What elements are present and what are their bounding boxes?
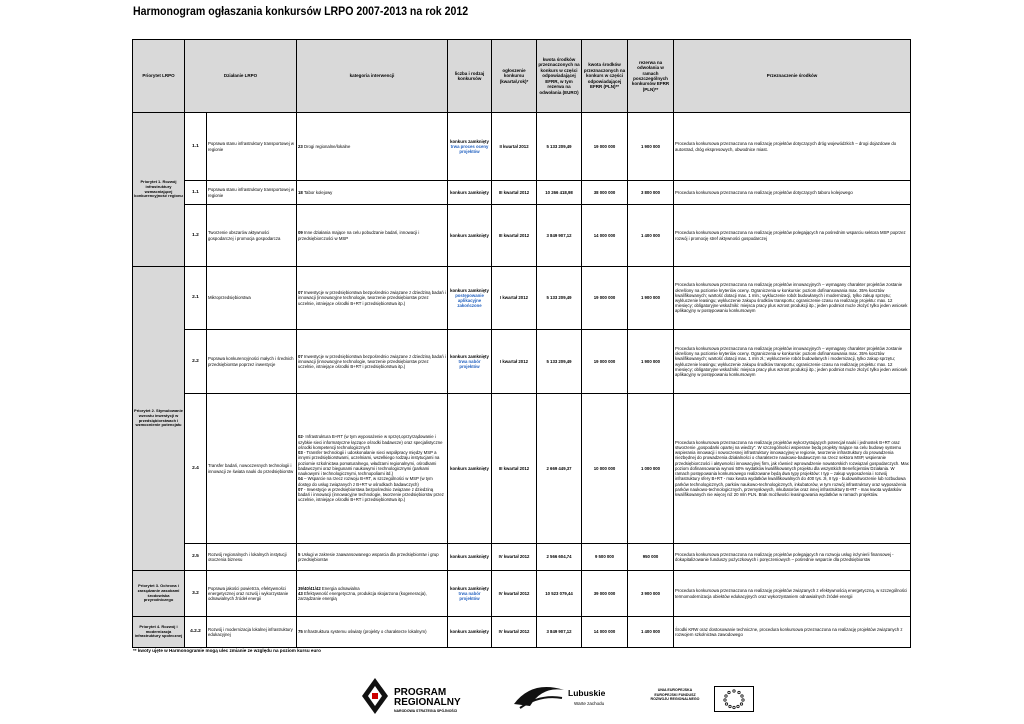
kategoria-code: 23: [298, 143, 303, 149]
row-kwartal: IV kwartał 2012: [492, 571, 537, 617]
row-liczba: [448, 267, 492, 330]
liczba-status: postępowanie aplikacyjne zakończone: [455, 292, 484, 309]
header-dzialanie: Działanie LRPO: [185, 40, 297, 113]
row-kategoria: [297, 330, 448, 394]
kategoria-code: 09: [298, 230, 303, 236]
row-euro: 10 523 079,44: [537, 571, 582, 617]
table-row: [133, 571, 911, 617]
row-przeznaczenie: Procedura konkursowa przeznaczona na realizację projektów polegających na rozwoju usług inżynierii finansowej - dokapitalizowanie funduszy pożyczkowych i poręczeniowych – pośrednie wsparcie dla przedsiębiorstw: [674, 544, 911, 571]
priority-1-cell: Priorytet 1. Rozwój infrastruktury wzmacniającej konkurencyjność regionu: [133, 113, 185, 267]
row-rezerwa: 3 800 000: [628, 181, 674, 205]
lubuskie-swoosh-icon: [512, 676, 566, 716]
row-number: 3.2: [185, 571, 207, 617]
eu-flag-icon: [714, 686, 754, 712]
program-regionalny-logo: [360, 676, 500, 720]
table-header-row: [133, 40, 911, 113]
row-dzialanie: Poprawa konkurencyjności małych i średnich przedsiębiorstw poprzez inwestycje: [207, 330, 297, 394]
kategoria-code: 18: [298, 189, 303, 195]
row-przeznaczenie: Procedura konkursowa przeznaczona na realizację projektów innowacyjnych – wymagany charakter projektów zostanie określony na poziomie kryteriów oceny. Ograniczenia w konkursie: poziom dofinansowania max. 35% kosztów kwalifikowanych; wartość dotacji max. 1 mln zł.; wykluczenie robót budowlanych i modernizacji, tylko zakup sprzętu; wykluczenie leasingu; wykluczenie zakupu środków transportu; ograniczenie czasu na realizację projektu: max. 12 miesięcy; obligatoryjne wskaźniki: miejsca pracy plus wzrost produkcji itp.; jeden podmiot może złożyć tylko jeden wniosek aplikacyjny w postępowaniu konkursowym: [674, 330, 911, 394]
row-euro: 3 849 907,12: [537, 617, 582, 648]
kategoria-code: 5: [298, 551, 301, 557]
row-pln: 39 000 000: [582, 571, 628, 617]
row-kategoria: [297, 571, 448, 617]
row-number: 1.1: [185, 181, 207, 205]
kategoria-text: Efektywność energetyczna, produkcja skojarzona (kogeneracja), zarządzanie energią: [298, 590, 427, 602]
row-kategoria: [297, 394, 448, 544]
lubuskie-text: Lubuskie: [568, 688, 606, 698]
liczba-status: trwa nabór projektów: [458, 358, 481, 370]
header-liczba: liczba i rodzaj konkursów: [448, 40, 492, 113]
kategoria-code: 07: [298, 290, 303, 296]
program-regionalny-emblem-icon: [360, 676, 390, 716]
priority-3-cell: Priorytet 3. Ochrona i zarządzanie zasobami środowiska przyrodniczego: [133, 571, 185, 617]
table-row: [133, 181, 911, 205]
priority-2-cell: Priorytet 2. Stymulowanie wzrostu inwestycji w przedsiębiorstwach i wzmocnienie potencjału: [133, 267, 185, 571]
eu-text: [640, 688, 710, 702]
kategoria-text: Usługi w zakresie zaawansowanego wsparcia dla przedsiębiorstw i grup przedsiębiorstw: [298, 551, 439, 562]
kategoria-text: – Wsparcie na rzecz rozwoju B+RT, w szczególności w MSP (w tym dostęp do usług związanych z B+RT w ośrodkach badawczych): [298, 476, 433, 487]
program-sub: NARODOWA STRATEGIA SPÓJNOŚCI: [394, 709, 458, 713]
row-number: 2.5: [185, 544, 207, 571]
kategoria-code: 75: [298, 629, 303, 635]
kategoria-code: 39/40/41/42: [298, 585, 321, 591]
row-pln: 19 000 000: [582, 330, 628, 394]
liczba-text: konkurs zamknięty: [450, 585, 489, 591]
header-rezerwa: rezerwa na odwołania w ramach poszczególnych konkursów EFRR (PLN)**: [628, 40, 674, 113]
row-kwartal: III kwartał 2012: [492, 181, 537, 205]
row-euro: 5 133 209,49: [537, 330, 582, 394]
table-row: [133, 330, 911, 394]
row-kwartal: IV kwartał 2012: [492, 617, 537, 648]
header-ogloszenie: ogłoszenie konkursu (kwartał,rok)*: [492, 40, 537, 113]
row-pln: 19 000 000: [582, 267, 628, 330]
row-przeznaczenie: Procedura konkursowa przeznaczona na realizację projektów dotyczących dróg wojewódzkich – drogi dojazdowe do autostrad, dróg ekspresowych, obwodnice miast.: [674, 113, 911, 181]
row-euro: 2 669 449,37: [537, 394, 582, 544]
lubuskie-sub: Warte zachodu: [574, 701, 605, 706]
kategoria-text: Infrastruktura systemu oświaty (projekty o charakterze lokalnym): [302, 629, 427, 635]
row-kwartal: IV kwartał 2012: [492, 544, 537, 571]
kategoria-code: 07: [298, 353, 303, 359]
row-rezerwa: 1 000 000: [628, 394, 674, 544]
row-rezerwa: 1 900 000: [628, 267, 674, 330]
row-kwartal: I kwartał 2012: [492, 267, 537, 330]
lubuskie-logo: [512, 676, 622, 720]
row-number: 2.4: [185, 394, 207, 544]
row-liczba: [448, 394, 492, 544]
row-dzialanie: Tworzenie obszarów aktywności gospodarczej i promocja gospodarcza: [207, 205, 297, 267]
table-row: [133, 205, 911, 267]
kategoria-code: 43: [298, 590, 303, 596]
row-rezerwa: 1 900 000: [628, 330, 674, 394]
row-pln: 10 000 000: [582, 394, 628, 544]
liczba-text: konkurs zamknięty: [450, 554, 489, 560]
liczba-text: konkurs zamknięty: [450, 138, 489, 144]
row-dzialanie: Poprawa stanu infrastruktury transportowej w regionie: [207, 113, 297, 181]
row-dzialanie: Poprawa jakości powietrza, efektywności energetycznej oraz rozwój i wykorzystanie odnawialnych źródeł energii: [207, 571, 297, 617]
row-kategoria: [297, 205, 448, 267]
schedule-table: [132, 39, 911, 648]
eu-line1: UNIA EUROPEJSKA: [657, 688, 693, 692]
row-liczba: [448, 330, 492, 394]
kategoria-text: - Inwestycje w przedsiębiorstwa bezpośrednio związane z dziedziną badań i innowacji (innowacyjne technologie, tworzenie przedsiębiorstw przez uczelnie, istniejące ośrodki B+RT i przedsiębiorstwa itp.): [298, 486, 444, 503]
row-number: 1.2: [185, 205, 207, 267]
table-row: [133, 617, 911, 648]
row-kategoria: [297, 113, 448, 181]
table-row: [133, 267, 911, 330]
row-euro: 2 566 604,74: [537, 544, 582, 571]
liczba-text: konkurs zamknięty: [450, 189, 489, 195]
table-row: [133, 544, 911, 571]
kategoria-text: Inwestycje w przedsiębiorstwa bezpośrednio związane z dziedziną badań i innowacji (innowacyjne technologie, tworzenie przedsiębiorstw przez uczelnie, istniejące ośrodki B+RT i przedsiębiorstwa itp.): [298, 290, 446, 306]
row-dzialanie: Rozwój regionalnych i lokalnych instytucji otoczenia biznesu: [207, 544, 297, 571]
row-przeznaczenie: Procedura konkursowa przeznaczona na realizację projektów polegających na pośrednim wsparciu sektora MSP poprzez rozwój i promocję stref aktywności gospodarczej: [674, 205, 911, 267]
row-liczba: [448, 205, 492, 267]
liczba-text: konkurs zamknięty: [450, 629, 489, 635]
row-pln: 14 000 000: [582, 617, 628, 648]
row-kategoria: [297, 181, 448, 205]
program-line: PROGRAM: [394, 687, 447, 698]
row-dzialanie: Transfer badań, nowoczesnych technologii i innowacji ze świata nauki do przedsiębiorstw: [207, 394, 297, 544]
eu-line3: ROZWOJU REGIONALNEGO: [650, 697, 700, 702]
kategoria-text: - Transfer technologii i udoskonalanie sieci współpracy między MSP a innymi przedsiębiorstwami, uczelniami, wszelkiego rodzaju instytucjami na poziomie szkolnictwa pomaturalnego, władzami regionalnymi, ośrodkami badawczymi oraz biegunami naukowymi i technologicznymi (parkami naukowymi i technologicznymi, technopoliami itd.): [298, 450, 440, 477]
header-kwota-pln: kwota środków przeznaczonych na konkurs w części odpowiadającej EFRR (PLN)**: [582, 40, 628, 113]
kategoria-text: Inwestycje w przedsiębiorstwa bezpośrednio związane z dziedziną badań i innowacji (innowacyjne technologie, tworzenie przedsiębiorstw przez uczelnie, istniejące ośrodki B+RT i przedsiębiorstwa itp.): [298, 353, 446, 370]
liczba-text: konkurs zamknięty: [450, 287, 489, 293]
row-przeznaczenie: Procedura konkursowa przeznaczona na realizację projektów wykorzystujących potencjał nauki i jednostek B+RT oraz stworzenie „gospodarki opartej na wiedzy”. W szczególności wspierane będą projekty mające na celu budowę systemu wspierania innowacji i nowoczesnej infrastruktury innowacyjnej w regionie, tworzenie infrastruktury do prowadzenia niezbędnej do prowadzenia działalności o charakterze naukowo-badawczym na rzecz sektora MSP, wspieranie przedsiębiorczości i aktywności innowacyjnej firm, jak również wprowadzenie nowatorskich rozwiązań gospodarczych. Max poziom dofinansowania wynosi 50% wydatków kwalifikowanych projektu dla wszystkich Beneficjentów Działania. W ramach postępowania konkursowego realizowane będą dwa typy projektów: I typ – zakup wyposażenia i rozwój infrastruktury sfery B+RT - max kwota wydatków kwalifikowalnych do 400 tys. zł, II typ - budowa/tworzenie lub rozbudowa parków technologicznych, parków naukowo-technologicznych, inkubatorów, w tym rozwój infrastruktury oraz wyposażenia parków naukowo-technologicznych, przemysłowych, inkubatorów oraz innej infrastruktury B+RT - max kwota wydatków kwalifikowanych nie więcej niż 20 mln PLN. Brak możliwości leasingowania wydatków w ramach projektów.: [674, 394, 911, 544]
eu-line2: EUROPEJSKI FUNDUSZ: [654, 692, 696, 697]
kategoria-text: Drogi regionalne/lokalne: [302, 143, 351, 149]
row-kategoria: [297, 544, 448, 571]
header-kategoria: kategoria interwencji: [297, 40, 448, 113]
kategoria-text: Energia odnawialna: [320, 585, 360, 591]
regionalny-line: REGIONALNY: [394, 697, 461, 708]
row-pln: 38 000 000: [582, 181, 628, 205]
liczba-text: konkurs zamknięty: [450, 465, 489, 471]
row-przeznaczenie: Procedura konkursowa przeznaczona na realizację projektów dotyczących taboru kolejowego: [674, 181, 911, 205]
row-euro: 5 133 209,49: [537, 113, 582, 181]
row-number: 2.2: [185, 330, 207, 394]
row-euro: 3 849 907,12: [537, 205, 582, 267]
liczba-status: trwa proces oceny projektów: [450, 143, 489, 155]
page-title: Harmonogram ogłaszania konkursów LRPO 2007-2013 na rok 2012: [133, 6, 469, 18]
row-euro: 5 133 209,49: [537, 267, 582, 330]
row-kwartal: I kwartał 2012: [492, 330, 537, 394]
row-liczba: [448, 571, 492, 617]
row-kwartal: III kwartał 2012: [492, 205, 537, 267]
table-row: [133, 113, 911, 181]
row-rezerwa: 3 900 000: [628, 571, 674, 617]
row-liczba: [448, 113, 492, 181]
row-number: 2.1: [185, 267, 207, 330]
kategoria-code: 03: [298, 450, 303, 456]
kategoria-text: Inne działania mające na celu pobudzanie badań, innowacji i przedsiębiorczości w MSP: [298, 230, 420, 241]
row-przeznaczenie: Procedura konkursowa przeznaczona na realizację projektów innowacyjnych – wymagany charakter projektów zostanie określony na poziomie kryteriów oceny. Ograniczenia w konkursie: poziom dofinansowania max. 35% kosztów kwalifikowanych; wartość dotacji max. 1 mln.; wykluczenie robót budowlanych i modernizacji, tylko zakup sprzętu; wykluczenie leasingu; wykluczenie zakupu środków transportu; ograniczenie czasu na realizację projektu: max. 12 miesięcy; obligatoryjne wskaźniki: miejsca pracy plus wzrost produkcji itp.; jeden podmiot może złożyć tylko jeden wniosek aplikacyjny w postępowaniu konkursowym: [674, 267, 911, 330]
row-kategoria: [297, 267, 448, 330]
kategoria-text: Tabor kolejowy: [302, 189, 333, 195]
row-pln: 14 000 000: [582, 205, 628, 267]
row-rezerwa: 1 900 000: [628, 113, 674, 181]
header-przeznaczenie: Przeznaczenie środków: [674, 40, 911, 113]
liczba-text: konkurs zamknięty: [450, 232, 489, 238]
row-liczba: [448, 617, 492, 648]
row-rezerwa: 1 400 000: [628, 205, 674, 267]
kategoria-code: 07: [298, 486, 303, 492]
row-rezerwa: 950 000: [628, 544, 674, 571]
row-liczba: [448, 544, 492, 571]
program-regionalny-text: [394, 688, 461, 708]
kategoria-code: 04: [298, 476, 303, 482]
logo-bar: [360, 676, 780, 720]
table-row: [133, 394, 911, 544]
row-dzialanie: Mikroprzedsiębiorstwa: [207, 267, 297, 330]
kategoria-code: 02: [298, 434, 303, 440]
row-number: 4.2.2: [185, 617, 207, 648]
row-dzialanie: Poprawa stanu infrastruktury transportowej w regionie: [207, 181, 297, 205]
row-pln: 19 000 000: [582, 113, 628, 181]
row-pln: 9 500 000: [582, 544, 628, 571]
row-przeznaczenie: Środki KRW oraz dostosowanie techniczne, procedura konkursowa przeznaczona na realizację projektów związanych z rozwojem szkolnictwa zawodowego: [674, 617, 911, 648]
row-przeznaczenie: Procedura konkursowa przeznaczona na realizację projektów związanych z efektywnością energetyczną, w szczególności termomodernizacja obiektów edukacyjnych oraz wykorzystaniem odnawialnych źródeł energii: [674, 571, 911, 617]
priority-4-cell: Priorytet 4. Rozwój i modernizacja infrastruktury społecznej: [133, 617, 185, 648]
row-euro: 10 266 418,98: [537, 181, 582, 205]
row-kategoria: [297, 617, 448, 648]
row-dzialanie: Rozwój i modernizacja lokalnej infrastruktury edukacyjnej: [207, 617, 297, 648]
row-rezerwa: 1 400 000: [628, 617, 674, 648]
liczba-status: trwa nabór projektów: [458, 590, 481, 602]
row-number: 1.1: [185, 113, 207, 181]
liczba-text: konkurs zamknięty: [450, 353, 489, 359]
row-liczba: [448, 181, 492, 205]
eu-logo: [640, 676, 790, 720]
row-kwartal: III kwartał 2012: [492, 394, 537, 544]
kategoria-text: - Infrastruktura B+RT (w tym wyposażenie w sprzęt,oprzyrządowanie i szybkie sieci informatyczne łączące ośrodki badawcze) oraz specjalistyczne ośrodki kompetencji technologicznych: [298, 434, 443, 450]
header-kwota-euro: kwota środków przeznaczonych na konkurs w części odpowiadającej EFRR, w tym rezerwa na odwołania (EURO): [537, 40, 582, 113]
header-priorytet: Priorytet LRPO: [133, 40, 185, 113]
row-kwartal: II kwartał 2012: [492, 113, 537, 181]
footnote: ** kwoty ujęte w Harmonogramie mogą ulec zmianie ze względu na poziom kursu euro: [133, 648, 321, 653]
